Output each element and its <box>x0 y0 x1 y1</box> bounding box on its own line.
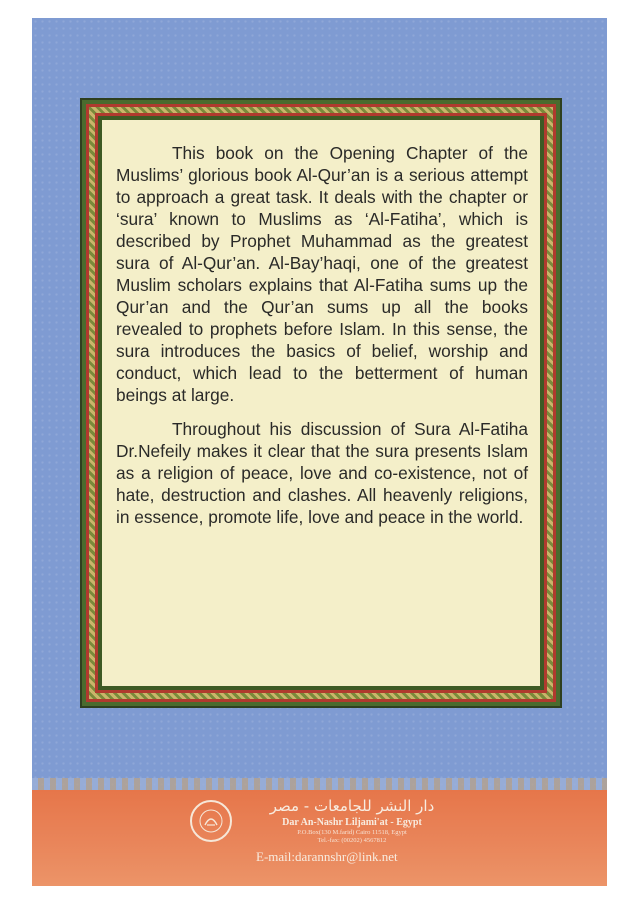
paragraph-discussion: Throughout his discussion of Sura Al-Fatiha Dr.Nefeily makes it clear that the sura presents Islam as a religion of peace, love and co-existence, not of hate, destruction and clashes. All heavenly religions, in essence, promote life, love and peace in the world. <box>116 419 528 527</box>
publisher-name-english: Dar An-Nashr Liljami'at - Egypt <box>282 817 422 828</box>
paragraph-intro: This book on the Opening Chapter of the Muslims’ glorious book Al-Qur’an is a serious attempt to approach a great task. It deals with the chapter or ‘sura’ known to Muslims as ‘Al-Fatiha’, which is described by Prophet Muhammad as the greatest sura of Al-Qur’an. Al-Bay’haqi, one of the greatest Muslim scholars explains that Al-Fatiha sums up the Qur’an and the Qur’an sums up all the books revealed to prophets before Islam. In this sense, the sura introduces the basics of belief, worship and conduct, which lead to the betterment of human beings at large. <box>116 143 528 405</box>
publisher-address: P.O.Box(130 M.farid) Cairo 11518, Egypt <box>297 829 407 836</box>
publisher-info <box>242 796 462 845</box>
publisher-tel: Tel.-fax: (00202) 4567812 <box>317 837 387 844</box>
book-back-cover <box>32 18 607 886</box>
text-panel <box>102 120 540 686</box>
publisher-name-arabic: دار النشر للجامعات - مصر <box>269 797 435 815</box>
publisher-band <box>32 790 607 886</box>
publisher-logo-icon <box>190 800 232 842</box>
publisher-email: E-mail:darannshr@link.net <box>256 849 398 864</box>
ornamental-frame <box>80 98 562 708</box>
